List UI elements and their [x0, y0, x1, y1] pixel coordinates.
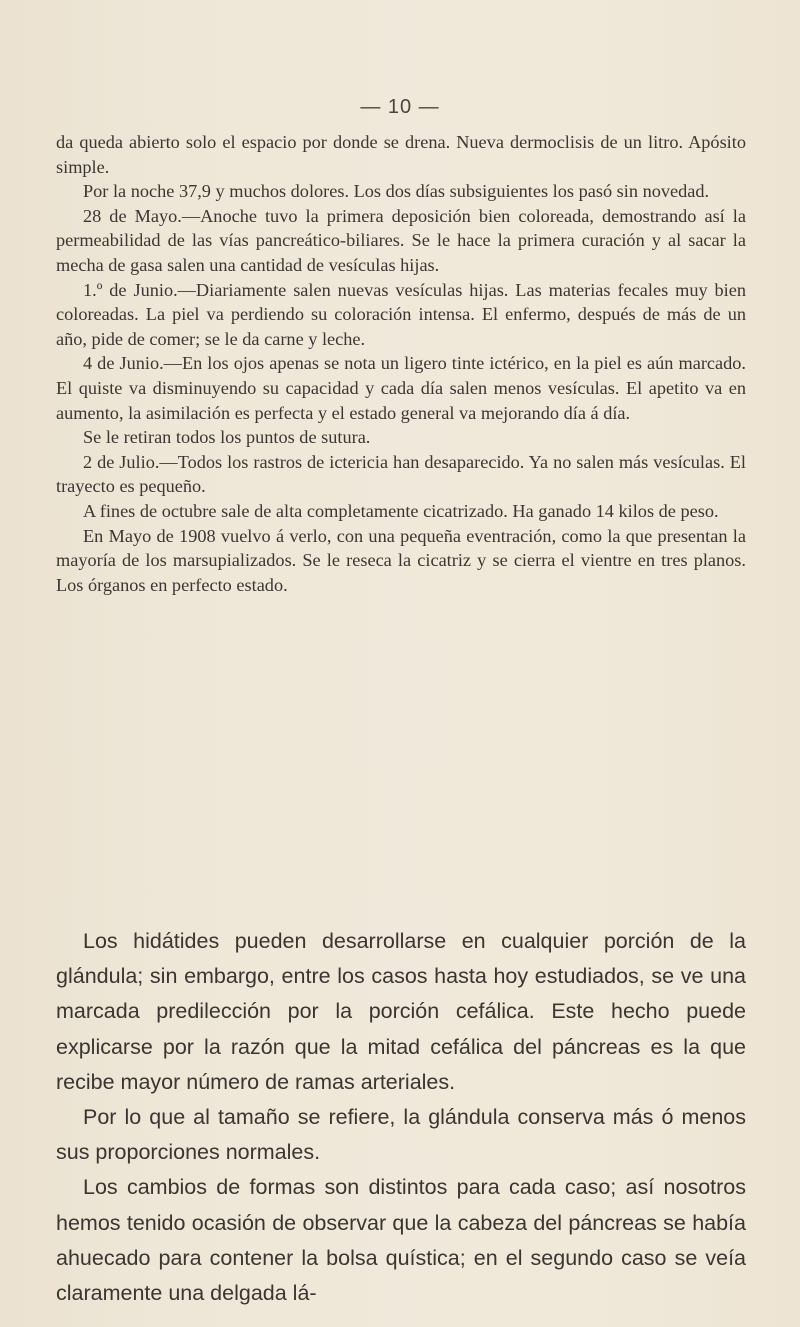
paragraph: 1.º de Junio.—Diariamente salen nuevas vesículas hijas. Las materias fecales muy bien coloreadas. La piel va perdiendo su coloración intensa. El enfermo, después de más de un año, pide de comer; se le da carne y leche. [56, 279, 746, 349]
paragraph: Por la noche 37,9 y muchos dolores. Los dos días subsiguientes los pasó sin novedad. [83, 181, 710, 202]
paragraph: En Mayo de 1908 vuelvo á verlo, con una pequeña eventración, como la que presentan la mayoría de los marsupializados. Se le reseca la cicatriz y se cierra el vientre en tres planos. Los órganos en perfecto estado. [56, 525, 746, 595]
case-report-text [56, 130, 746, 597]
paragraph: 2 de Julio.—Todos los rastros de ictericia han desaparecido. Ya no salen más vesículas. El trayecto es pequeño. [56, 451, 746, 497]
paragraph: 28 de Mayo.—Anoche tuvo la primera deposición bien coloreada, demostrando así la permeabilidad de las vías pancreático-biliares. Se le hace la primera curación y al sacar la mecha de gasa salen una cantidad de vesículas hijas. [56, 205, 746, 275]
paragraph: 4 de Junio.—En los ojos apenas se nota un ligero tinte ictérico, en la piel es aún marcado. El quiste va disminuyendo su capacidad y cada día salen menos vesículas. El apetito va en aumento, la asimilación es perfecta y el estado general va mejorando día á día. [56, 353, 746, 423]
paragraph: Los cambios de formas son distintos para cada caso; así nosotros hemos tenido ocasión de observar que la cabeza del páncreas se había ahuecado para contener la bolsa quística; en el segundo caso se veía claramente una delgada lá- [56, 1175, 746, 1306]
paragraph: Por lo que al tamaño se refiere, la glándula conserva más ó menos sus proporciones normales. [56, 1105, 746, 1165]
paragraph: A fines de octubre sale de alta completamente cicatrizado. Ha ganado 14 kilos de peso. [83, 500, 719, 521]
page-number: — 10 — [360, 96, 440, 118]
discussion-text [56, 924, 746, 1311]
paragraph: da queda abierto solo el espacio por donde se drena. Nueva dermoclisis de un litro. Apósito simple. [56, 132, 746, 177]
paragraph: Los hidátides pueden desarrollarse en cualquier porción de la glándula; sin embargo, entre los casos hasta hoy estudiados, se ve una marcada predilección por la porción cefálica. Este hecho puede explicarse por la razón que la mitad cefálica del páncreas es la que recibe mayor número de ramas arteriales. [56, 929, 746, 1094]
paragraph: Se le retiran todos los puntos de sutura. [83, 427, 371, 448]
